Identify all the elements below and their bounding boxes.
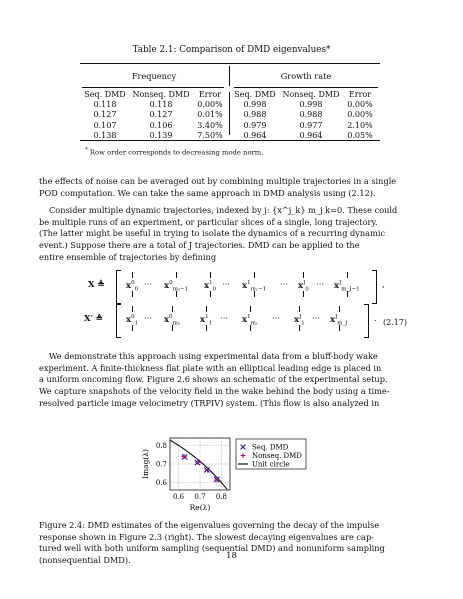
matrix-column: $x^1_{m_1}$ bbox=[242, 314, 258, 327]
ellipsis: ··· bbox=[144, 314, 153, 324]
footnote-mark: * bbox=[85, 147, 88, 153]
ellipsis: ··· bbox=[272, 314, 281, 324]
matrix-column: $x^1_1$ bbox=[200, 314, 213, 327]
table-footnote bbox=[85, 147, 263, 156]
text-line: resolved particle image velocimetry (TRPIV) system. (This flow is also analyzed in bbox=[39, 397, 380, 408]
x-axis-label: Re(λ) bbox=[189, 503, 211, 512]
y-axis-label: Imag(λ) bbox=[141, 449, 150, 479]
table-cell: 0.01% bbox=[197, 110, 223, 120]
table-caption: Table 2.1: Comparison of DMD eigenvalues* bbox=[132, 45, 331, 55]
equation-lhs: X ≜ bbox=[88, 280, 105, 290]
table-cell: 0.998 bbox=[243, 100, 267, 109]
table-cell: 0.106 bbox=[149, 120, 173, 130]
text-line: event.) Suppose there are a total of J trajectories. DMD can be applied to the bbox=[39, 240, 360, 251]
equation-x: X ≜ $x^0_0$ ··· $x^0_{m_0-1}$ $x^1_0$ ··· $x^1_{m_1-1}$ ··· $x^J_0$ ··· $x^J_{m\_J-1}$ , bbox=[60, 270, 400, 306]
table-top-rule bbox=[80, 63, 380, 64]
footnote-text: Row order corresponds to decreasing mode norm. bbox=[89, 148, 264, 157]
text-line: We demonstrate this approach using experimental data from a bluff-body wake bbox=[49, 351, 378, 361]
left-bracket bbox=[116, 270, 121, 304]
eigenvalue-figure bbox=[120, 430, 340, 520]
column-header: Nonseq. DMD bbox=[132, 90, 190, 99]
table-body bbox=[80, 100, 380, 141]
matrix-column: $x^1_{m_1-1}$ bbox=[242, 280, 267, 293]
table-cell: 0.979 bbox=[243, 120, 267, 130]
table-bottom-rule bbox=[80, 140, 380, 141]
table-cell: 0.964 bbox=[243, 130, 267, 140]
matrix-column: $x^0_{m_0}$ bbox=[164, 314, 180, 327]
text-line: be multiple runs of an experiment, or particular slices of a single, long trajectory. bbox=[39, 216, 378, 227]
table-cell: 0.127 bbox=[93, 110, 117, 120]
table-cell: 0.00% bbox=[347, 110, 373, 120]
table-cell: 0.998 bbox=[299, 100, 323, 109]
y-tick-label: 0.6 bbox=[155, 479, 167, 488]
ellipsis: ··· bbox=[316, 280, 325, 290]
matrix-column: $x^J_{m\_J-1}$ bbox=[334, 280, 360, 293]
eigenvalue-plot bbox=[120, 430, 340, 520]
group-header-growth-rate: Growth rate bbox=[280, 71, 332, 81]
x-tick-label: 0.7 bbox=[194, 493, 206, 501]
matrix-column: $x^1_0$ bbox=[204, 280, 217, 293]
table-subrule-growth bbox=[234, 87, 378, 88]
caption-line: response shown in Figure 2.3 (right). The slowest decaying eigenvalues are cap- bbox=[39, 531, 374, 542]
matrix-column: $x^0_{m_0-1}$ bbox=[164, 280, 189, 293]
table-cell: 0.977 bbox=[299, 120, 323, 130]
x-tick-label: 0.6 bbox=[173, 493, 185, 501]
y-tick-label: 0.7 bbox=[155, 460, 167, 469]
ellipsis: ··· bbox=[280, 280, 289, 290]
ellipsis: ··· bbox=[312, 314, 321, 324]
text-line: entire ensemble of trajectories by defining bbox=[39, 251, 217, 262]
group-header-frequency: Frequency bbox=[131, 71, 177, 81]
table-cell: 0.118 bbox=[149, 100, 173, 109]
matrix-column: $x^J_1$ bbox=[294, 314, 305, 327]
table-cell: 0.05% bbox=[347, 130, 373, 140]
text-line: experiment. A finite-thickness flat plate with an elliptical leading edge is placed in bbox=[39, 362, 382, 373]
table-header-row bbox=[80, 90, 380, 100]
text-line: Consider multiple dynamic trajectories, indexed by j: {x^j_k} m_j k=0. These could bbox=[49, 205, 398, 215]
page-number: 18 bbox=[226, 551, 237, 561]
legend-label: Seq. DMD bbox=[252, 443, 289, 452]
column-header: Error bbox=[348, 90, 372, 99]
text-line: a uniform oncoming flow. Figure 2.6 shows an schematic of the experimental setup. bbox=[39, 374, 388, 385]
right-bracket bbox=[364, 304, 369, 338]
table-row bbox=[80, 121, 380, 131]
legend-label: Unit circle bbox=[252, 460, 290, 469]
table-cell: 0.118 bbox=[93, 100, 117, 109]
equation-lhs: X′ ≜ bbox=[84, 314, 103, 324]
table-group-separator bbox=[229, 66, 230, 86]
y-tick-label: 0.8 bbox=[155, 441, 167, 450]
caption-line: Figure 2.4: DMD estimates of the eigenvalues governing the decay of the impulse bbox=[39, 520, 380, 530]
table-cell: 0.107 bbox=[93, 120, 117, 130]
matrix-column: $x^0_0$ bbox=[126, 280, 139, 293]
table-cell: 0.139 bbox=[149, 130, 173, 140]
table-subrule-frequency bbox=[82, 87, 224, 88]
table-cell: 0.00% bbox=[197, 100, 223, 109]
column-header: Nonseq. DMD bbox=[282, 90, 340, 99]
table-cell: 0.138 bbox=[93, 130, 117, 140]
text-line: POD computation. We can take the same approach in DMD analysis using (2.12). bbox=[39, 187, 376, 198]
table-cell: 0.988 bbox=[243, 110, 267, 120]
text-line: the effects of noise can be averaged out by combining multiple trajectories in a single bbox=[39, 176, 397, 186]
equation-x-prime: X′ ≜ $x^0_1$ ··· $x^0_{m_0}$ $x^1_1$ ··· $x^1_{m_1}$ ··· $x^J_1$ ··· $x^J_{m\_J}$ . bbox=[60, 304, 400, 340]
text-line: (The latter might be useful in trying to isolate the dynamics of a recurring dynamic bbox=[39, 228, 386, 239]
x-tick-label: 0.8 bbox=[215, 493, 227, 501]
left-bracket bbox=[116, 304, 121, 338]
table-row bbox=[80, 100, 380, 110]
matrix-column: $x^J_0$ bbox=[298, 280, 309, 293]
right-bracket bbox=[372, 270, 377, 304]
matrix-column: $x^J_{m\_J}$ bbox=[330, 314, 348, 327]
equation-number: (2.17) bbox=[383, 318, 408, 327]
table-cell: 0.127 bbox=[149, 110, 173, 120]
column-header: Seq. DMD bbox=[234, 90, 276, 99]
matrix-column: $x^0_1$ bbox=[126, 314, 139, 327]
table-cell: 0.964 bbox=[299, 130, 323, 140]
table-group-header bbox=[80, 71, 380, 83]
paragraph-2 bbox=[39, 205, 405, 264]
column-header: Seq. DMD bbox=[84, 90, 126, 99]
ellipsis: ··· bbox=[144, 280, 153, 290]
caption-line: (nonsequential DMD). bbox=[39, 554, 131, 565]
table-cell: 0.00% bbox=[347, 100, 373, 109]
table-row bbox=[80, 110, 380, 120]
legend-label: Nonseq. DMD bbox=[252, 452, 302, 460]
paragraph-3 bbox=[39, 351, 405, 410]
caption-line: tured well with both uniform sampling (sequential DMD) and nonuniform sampling bbox=[39, 543, 385, 554]
paragraph-1 bbox=[39, 176, 405, 199]
table-cell: 7.50% bbox=[197, 130, 223, 140]
table-cell: 0.988 bbox=[299, 110, 323, 120]
column-header: Error bbox=[198, 90, 222, 99]
text-line: We capture snapshots of the velocity field in the wake behind the body using a time- bbox=[39, 386, 390, 397]
ellipsis: ··· bbox=[220, 314, 229, 324]
ellipsis: ··· bbox=[222, 280, 231, 290]
table-cell: 3.40% bbox=[197, 120, 223, 130]
table-cell: 2.10% bbox=[347, 120, 373, 130]
